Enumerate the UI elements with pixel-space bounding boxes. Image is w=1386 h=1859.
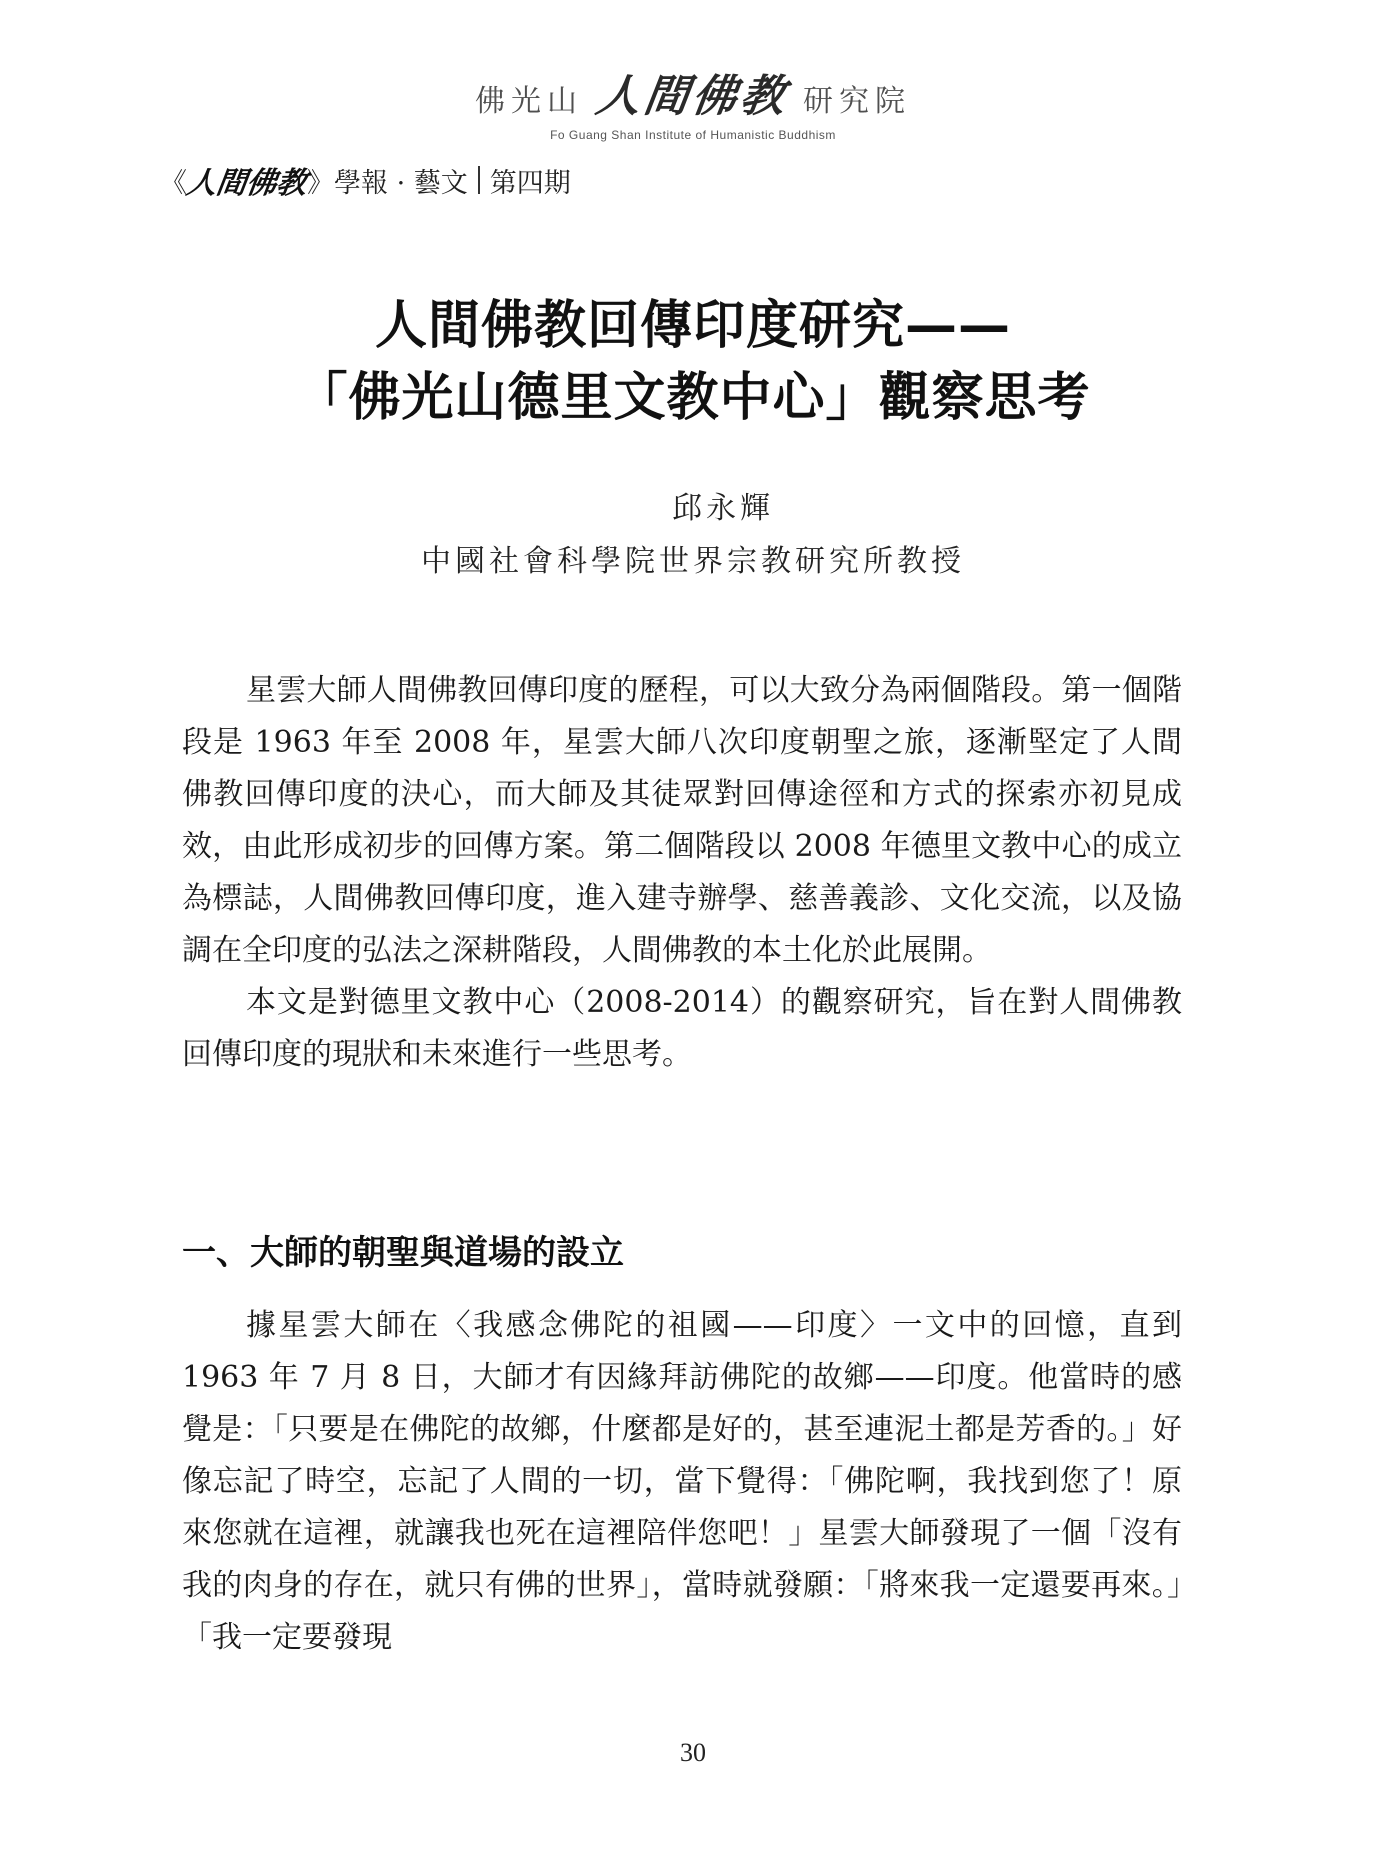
institute-title: [475, 60, 911, 124]
author-block: [0, 484, 1386, 590]
journal-divider: [478, 166, 480, 194]
title-line-2: 「佛光山德里文教中心」觀察思考: [295, 368, 1091, 428]
institute-prefix: 佛光山: [475, 84, 583, 119]
journal-issue: 第四期: [489, 167, 571, 199]
intro-text: [182, 665, 1182, 1081]
institute-english-name: Fo Guang Shan Institute of Humanistic Buddhism: [550, 128, 836, 142]
intro-paragraph-2: 本文是對德里文教中心（2008-2014）的觀察研究，旨在對人間佛教回傳印度的現狀和未來進行一些思考。: [182, 985, 1182, 1072]
institute-logo: 人間佛教: [592, 71, 792, 122]
journal-logo: 人間佛教: [184, 166, 309, 201]
journal-name: 學報 · 藝文: [334, 167, 468, 199]
journal-close-bracket: 》: [307, 167, 334, 199]
author-name: 邱永輝: [672, 491, 774, 526]
page-number: 30: [680, 1738, 706, 1767]
article-title: [0, 290, 1386, 434]
title-line-1: 人間佛教回傳印度研究——: [374, 296, 1011, 356]
section-text: [182, 1300, 1182, 1664]
journal-open-bracket: 《: [160, 167, 187, 199]
intro-paragraph-1: 星雲大師人間佛教回傳印度的歷程，可以大致分為兩個階段。第一個階段是 1963 年至 2008 年，星雲大師八次印度朝聖之旅，逐漸堅定了人間佛教回傳印度的決心，而大師及其徒眾對回傳途徑和方式的探索亦初見成效，由此形成初步的回傳方案。第二個階段以 2008 年德里文教中心的成立為標誌，人間佛教回傳印度，進入建寺辦學、慈善義診、文化交流，以及協調在全印度的弘法之深耕階段，人間佛教的本土化於此展開。: [182, 673, 1182, 968]
author-affiliation: 中國社會科學院世界宗教研究所教授: [421, 544, 965, 579]
institute-suffix: 研究院: [803, 84, 911, 119]
section-heading: 一、大師的朝聖與道場的設立: [182, 1233, 624, 1273]
section-paragraph-1: 據星雲大師在〈我感念佛陀的祖國——印度〉一文中的回憶，直到 1963 年 7 月 8 日，大師才有因緣拜訪佛陀的故鄉——印度。他當時的感覺是：「只要是在佛陀的故鄉，什麼都是好的，甚至連泥土都是芳香的。」好像忘記了時空，忘記了人間的一切，當下覺得：「佛陀啊，我找到您了！原來您就在這裡，就讓我也死在這裡陪伴您吧！」星雲大師發現了一個「沒有我的肉身的存在，就只有佛的世界」，當時就發願：「將來我一定還要再來。」「我一定要發現: [182, 1308, 1182, 1655]
journal-header: [160, 158, 571, 202]
institute-header: [0, 60, 1386, 142]
